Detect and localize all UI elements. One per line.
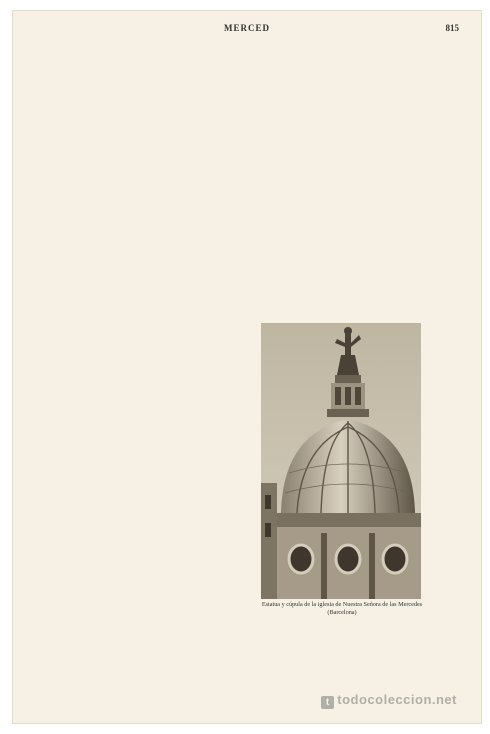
text-column-left <box>31 43 243 683</box>
page-number: 815 <box>445 23 459 33</box>
church-dome-photo <box>261 323 421 599</box>
running-head: MERCED <box>224 23 270 33</box>
side-building-shape <box>261 483 277 599</box>
document-page <box>12 10 482 724</box>
watermark <box>321 692 457 709</box>
watermark-text: todocoleccion.net <box>337 692 457 707</box>
drum-shape <box>271 513 421 599</box>
figure-caption: Estatua y cúpula de la iglesia de Nuestra Señora de las Mercedes (Barcelona) <box>261 601 423 616</box>
text-column-right-continuation <box>257 625 469 685</box>
text-column-right <box>257 43 469 343</box>
dome-illustration <box>261 323 421 599</box>
watermark-logo-icon: t <box>321 696 334 709</box>
